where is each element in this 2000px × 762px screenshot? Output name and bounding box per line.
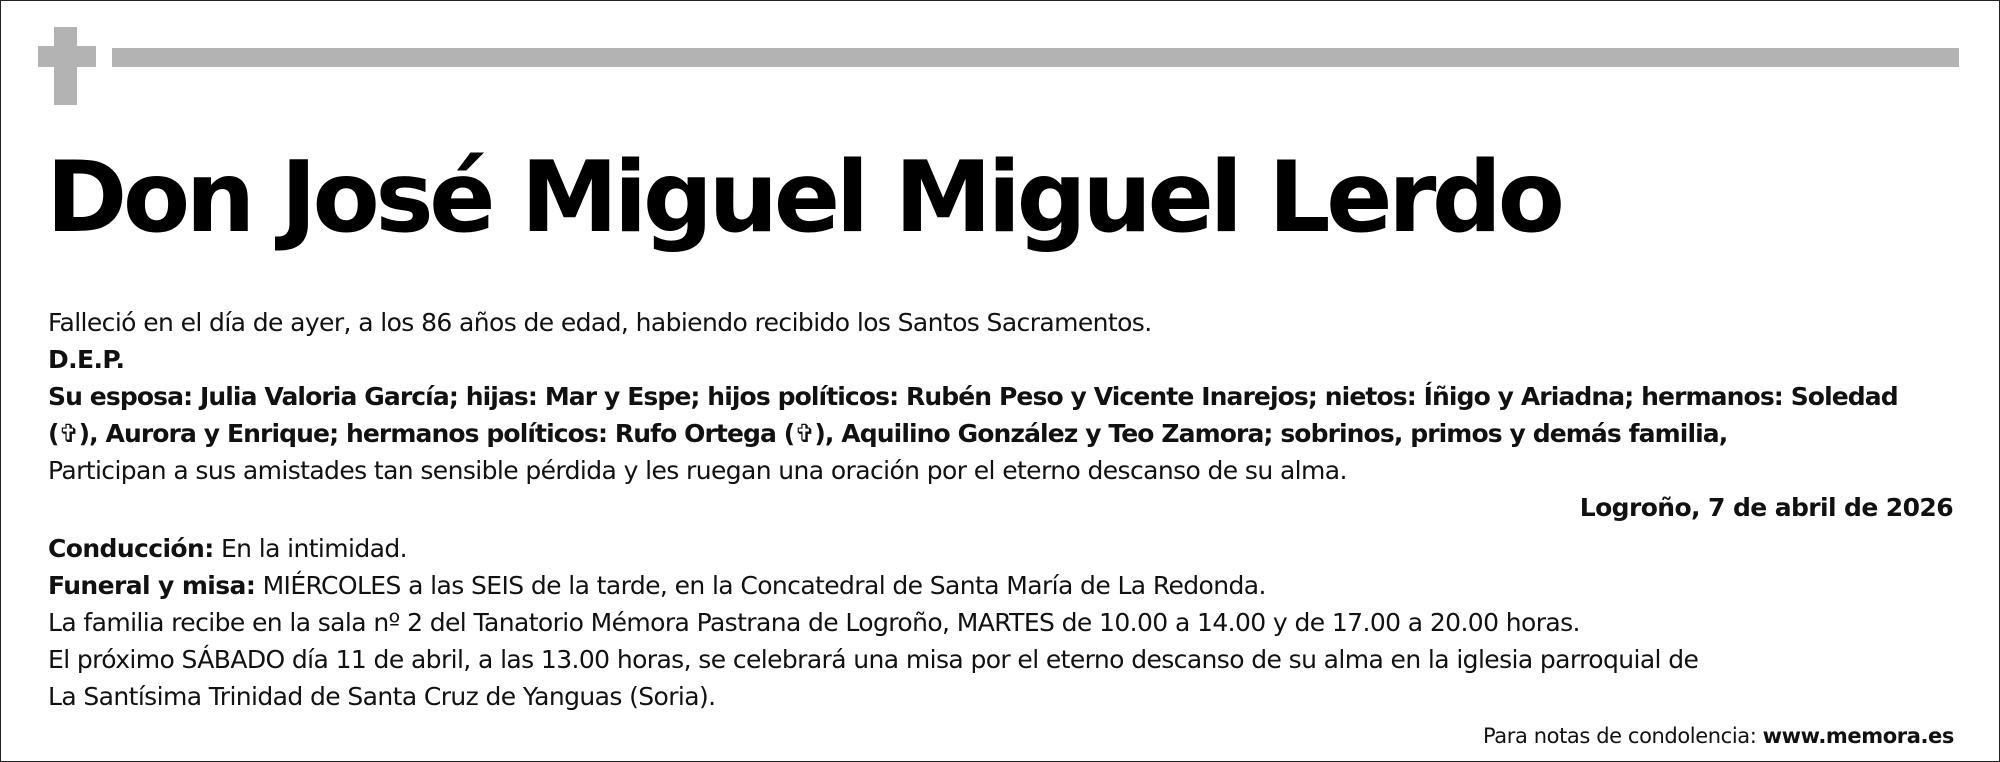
sala-text: La familia recibe en la sala nº 2 del Tanatorio Mémora Pastrana de Logroño, MARTES de 10.00 a 14.00 y de 17.00 a 20.00 horas. [48, 608, 1580, 637]
condolence-link[interactable]: www.memora.es [1762, 724, 1954, 748]
condolence-label: Para notas de condolencia: [1482, 724, 1763, 748]
obituary-body [48, 304, 1953, 715]
conduccion-line [48, 530, 1953, 567]
misa-line-1: El próximo SÁBADO día 11 de abril, a las 13.00 horas, se celebrará una misa por el eterno descanso de su alma en la iglesia parroquial de [48, 645, 1699, 674]
family-list: Su esposa: Julia Valoria García; hijas: Mar y Espe; hijos políticos: Rubén Peso y Vicente Inarejos; nietos: Íñigo y Ariadna; hermanos: Soledad (✞), Aurora y Enrique; hermanos políticos: Rufo Ortega (✞), Aquilino González y Teo Zamora; sobrinos, primos y demás familia, [48, 382, 1898, 448]
conduccion-label: Conducción: [48, 534, 214, 563]
funeral-line [48, 567, 1953, 604]
funeral-text: MIÉRCOLES a las SEIS de la tarde, en la Concatedral de Santa María de La Redonda. [255, 571, 1266, 600]
participan-text: Participan a sus amistades tan sensible pérdida y les ruegan una oración por el eterno descanso de su alma. [48, 456, 1347, 485]
cross-icon-horizontal [38, 46, 96, 67]
funeral-label: Funeral y misa: [48, 571, 256, 600]
condolence-footer [1483, 724, 1954, 748]
place-date: Logroño, 7 de abril de 2026 [1579, 493, 1953, 522]
deceased-name: Don José Miguel Miguel Lerdo [46, 141, 1561, 255]
top-divider [112, 48, 1959, 67]
misa-line-2: La Santísima Trinidad de Santa Cruz de Yanguas (Soria). [48, 682, 716, 711]
intro-text: Falleció en el día de ayer, a los 86 años de edad, habiendo recibido los Santos Sacramentos. [48, 308, 1152, 337]
dep-text: D.E.P. [48, 345, 125, 374]
conduccion-text: En la intimidad. [213, 534, 407, 563]
